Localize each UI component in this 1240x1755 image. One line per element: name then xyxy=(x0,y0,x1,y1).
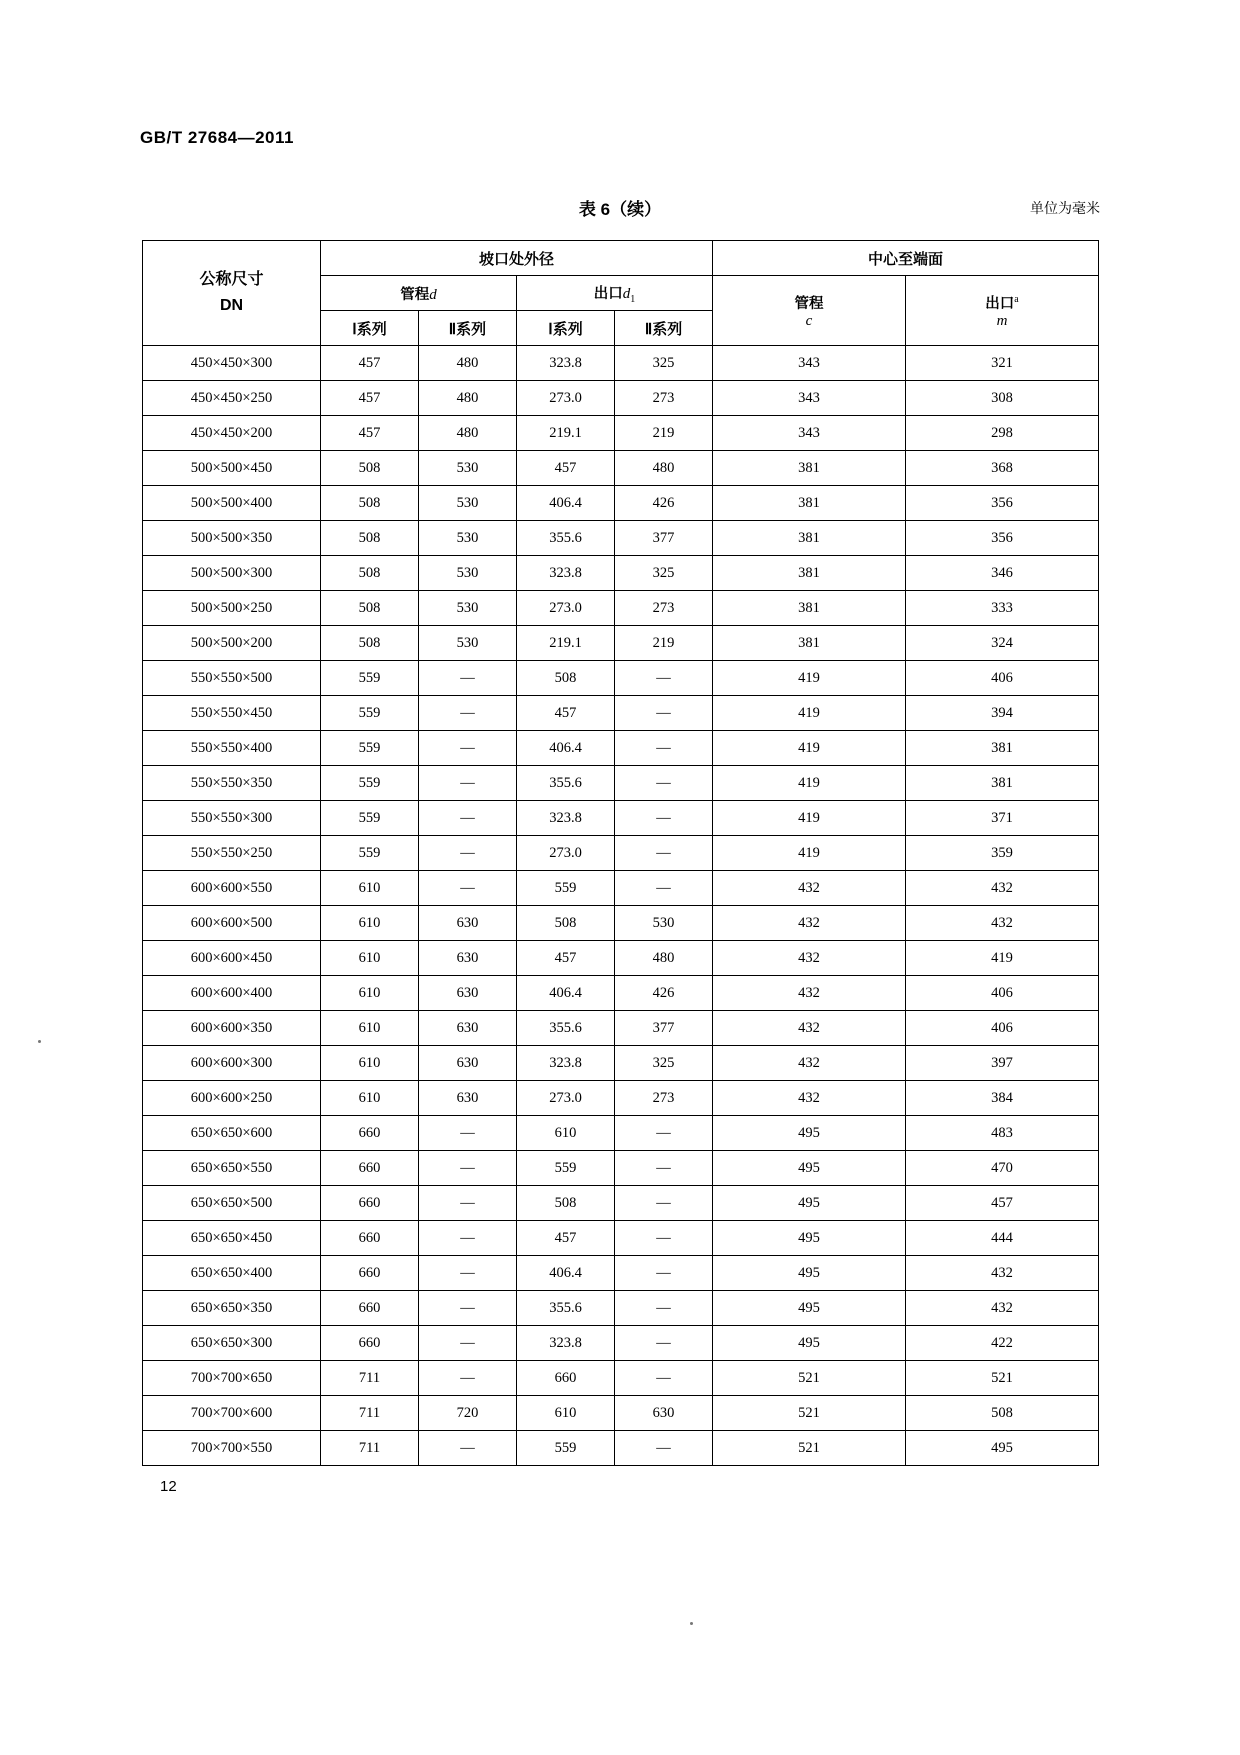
table-row xyxy=(143,801,1099,836)
cell-dn: 550×550×250 xyxy=(143,836,321,871)
cell-value: — xyxy=(615,836,713,871)
cell-value: — xyxy=(419,661,517,696)
cell-value: 444 xyxy=(906,1221,1099,1256)
cell-value: 508 xyxy=(321,556,419,591)
cell-value: 356 xyxy=(906,521,1099,556)
header-cte-run-label: 管程 xyxy=(794,295,824,312)
cell-value: 298 xyxy=(906,416,1099,451)
header-dn xyxy=(143,241,321,346)
cell-value: 630 xyxy=(615,1396,713,1431)
cell-value: 660 xyxy=(321,1151,419,1186)
table-row xyxy=(143,906,1099,941)
cell-value: 273 xyxy=(615,381,713,416)
cell-value: 660 xyxy=(321,1326,419,1361)
cell-value: — xyxy=(419,696,517,731)
cell-dn: 600×600×400 xyxy=(143,976,321,1011)
cell-value: 508 xyxy=(517,661,615,696)
cell-value: 419 xyxy=(713,661,906,696)
cell-dn: 650×650×300 xyxy=(143,1326,321,1361)
header-bevel-outlet-subscript: 1 xyxy=(630,293,636,305)
cell-value: — xyxy=(419,1186,517,1221)
cell-value: 508 xyxy=(906,1396,1099,1431)
cell-dn: 500×500×400 xyxy=(143,486,321,521)
cell-value: 377 xyxy=(615,1011,713,1046)
table-row xyxy=(143,626,1099,661)
cell-value: 610 xyxy=(321,906,419,941)
cell-value: 381 xyxy=(713,591,906,626)
cell-value: 422 xyxy=(906,1326,1099,1361)
cell-value: 321 xyxy=(906,346,1099,381)
cell-dn: 600×600×500 xyxy=(143,906,321,941)
cell-value: 325 xyxy=(615,1046,713,1081)
cell-value: 711 xyxy=(321,1431,419,1466)
header-cte-outlet-line xyxy=(906,292,1098,313)
cell-value: 495 xyxy=(713,1291,906,1326)
cell-value: 323.8 xyxy=(517,346,615,381)
cell-value: 610 xyxy=(517,1116,615,1151)
cell-value: 343 xyxy=(713,346,906,381)
header-bevel-outlet-symbol: d xyxy=(622,285,631,302)
table-row xyxy=(143,976,1099,1011)
cell-value: 359 xyxy=(906,836,1099,871)
cell-value: — xyxy=(419,1291,517,1326)
cell-value: 559 xyxy=(321,836,419,871)
cell-value: 406 xyxy=(906,661,1099,696)
cell-value: — xyxy=(615,1116,713,1151)
cell-value: — xyxy=(419,1431,517,1466)
cell-value: — xyxy=(419,1256,517,1291)
header-cte-outlet xyxy=(906,276,1099,346)
table-row xyxy=(143,451,1099,486)
cell-value: 457 xyxy=(906,1186,1099,1221)
cell-value: 508 xyxy=(321,626,419,661)
table-row xyxy=(143,591,1099,626)
cell-dn: 550×550×350 xyxy=(143,766,321,801)
cell-value: 432 xyxy=(906,1256,1099,1291)
cell-value: 480 xyxy=(615,451,713,486)
cell-value: 530 xyxy=(615,906,713,941)
table-body xyxy=(143,346,1099,1466)
cell-value: 630 xyxy=(419,1046,517,1081)
cell-value: 521 xyxy=(906,1361,1099,1396)
cell-value: — xyxy=(615,1221,713,1256)
cell-value: — xyxy=(419,731,517,766)
dimension-table xyxy=(142,240,1099,1466)
table-caption: 表 6（续） xyxy=(578,200,662,219)
header-run-series-2: Ⅱ系列 xyxy=(419,311,517,346)
unit-note: 单位为毫米 xyxy=(1030,200,1100,216)
table-row xyxy=(143,1186,1099,1221)
cell-value: 660 xyxy=(321,1221,419,1256)
cell-value: 660 xyxy=(517,1361,615,1396)
stray-mark-left xyxy=(38,1040,41,1043)
cell-value: 432 xyxy=(713,941,906,976)
cell-value: 432 xyxy=(906,1291,1099,1326)
page-number: 12 xyxy=(160,1478,177,1495)
header-bevel-run-label: 管程 xyxy=(400,286,430,303)
cell-value: 406.4 xyxy=(517,731,615,766)
cell-value: 355.6 xyxy=(517,1011,615,1046)
cell-value: 508 xyxy=(321,591,419,626)
cell-value: 470 xyxy=(906,1151,1099,1186)
cell-dn: 650×650×550 xyxy=(143,1151,321,1186)
cell-value: 325 xyxy=(615,556,713,591)
header-dn-label: 公称尺寸 DN xyxy=(199,271,264,314)
cell-value: 381 xyxy=(713,521,906,556)
table-row xyxy=(143,1256,1099,1291)
cell-value: 426 xyxy=(615,976,713,1011)
cell-value: 324 xyxy=(906,626,1099,661)
cell-value: 495 xyxy=(713,1221,906,1256)
cell-value: 273 xyxy=(615,591,713,626)
cell-value: 711 xyxy=(321,1396,419,1431)
cell-value: — xyxy=(615,1256,713,1291)
cell-value: 457 xyxy=(321,381,419,416)
cell-value: 432 xyxy=(713,1011,906,1046)
cell-value: 325 xyxy=(615,346,713,381)
cell-value: 559 xyxy=(321,661,419,696)
cell-value: 371 xyxy=(906,801,1099,836)
cell-value: 530 xyxy=(419,486,517,521)
cell-value: 495 xyxy=(906,1431,1099,1466)
cell-value: 397 xyxy=(906,1046,1099,1081)
cell-value: 495 xyxy=(713,1151,906,1186)
cell-value: 508 xyxy=(321,451,419,486)
cell-dn: 550×550×450 xyxy=(143,696,321,731)
cell-dn: 700×700×650 xyxy=(143,1361,321,1396)
cell-value: 419 xyxy=(713,801,906,836)
cell-value: — xyxy=(419,836,517,871)
header-bevel-outlet-label: 出口 xyxy=(593,285,623,302)
cell-value: — xyxy=(615,731,713,766)
header-row-1 xyxy=(143,241,1099,276)
cell-value: — xyxy=(615,696,713,731)
table-row xyxy=(143,1011,1099,1046)
cell-value: 480 xyxy=(419,346,517,381)
cell-value: 381 xyxy=(713,626,906,661)
header-cte-run-symbol: c xyxy=(805,312,813,329)
cell-value: 273.0 xyxy=(517,1081,615,1116)
cell-value: — xyxy=(419,766,517,801)
table-row xyxy=(143,416,1099,451)
cell-dn: 600×600×550 xyxy=(143,871,321,906)
cell-value: 419 xyxy=(713,766,906,801)
header-cte-outlet-label: 出口 xyxy=(985,295,1015,312)
table-row xyxy=(143,1151,1099,1186)
cell-value: — xyxy=(419,1151,517,1186)
cell-value: 720 xyxy=(419,1396,517,1431)
header-cte-outlet-symbol: m xyxy=(996,312,1008,329)
header-cte-outlet-footnote: a xyxy=(1014,293,1019,305)
cell-value: 381 xyxy=(906,731,1099,766)
table-row xyxy=(143,1116,1099,1151)
cell-value: 480 xyxy=(419,381,517,416)
cell-dn: 650×650×350 xyxy=(143,1291,321,1326)
header-bevel-run-symbol: d xyxy=(429,286,437,303)
cell-value: 559 xyxy=(517,1431,615,1466)
cell-value: 356 xyxy=(906,486,1099,521)
table-row xyxy=(143,381,1099,416)
cell-value: — xyxy=(615,1431,713,1466)
cell-value: 610 xyxy=(321,1011,419,1046)
cell-value: — xyxy=(615,1151,713,1186)
cell-value: 406 xyxy=(906,1011,1099,1046)
cell-dn: 450×450×250 xyxy=(143,381,321,416)
cell-value: 495 xyxy=(713,1186,906,1221)
cell-value: 521 xyxy=(713,1396,906,1431)
cell-value: 660 xyxy=(321,1291,419,1326)
cell-value: 610 xyxy=(321,1081,419,1116)
cell-value: 610 xyxy=(321,976,419,1011)
cell-value: 495 xyxy=(713,1326,906,1361)
header-outlet-series-1: Ⅰ系列 xyxy=(517,311,615,346)
cell-value: 343 xyxy=(713,416,906,451)
cell-value: 660 xyxy=(321,1116,419,1151)
cell-value: 219 xyxy=(615,416,713,451)
cell-value: 323.8 xyxy=(517,801,615,836)
cell-value: 419 xyxy=(713,696,906,731)
cell-value: 219.1 xyxy=(517,626,615,661)
cell-value: 273.0 xyxy=(517,836,615,871)
table-row xyxy=(143,941,1099,976)
cell-value: 508 xyxy=(321,486,419,521)
cell-value: 711 xyxy=(321,1361,419,1396)
cell-value: 323.8 xyxy=(517,556,615,591)
cell-value: 432 xyxy=(906,871,1099,906)
cell-value: 530 xyxy=(419,626,517,661)
cell-value: 381 xyxy=(713,486,906,521)
cell-value: 480 xyxy=(615,941,713,976)
cell-value: 530 xyxy=(419,451,517,486)
stray-mark-bottom xyxy=(690,1622,693,1625)
cell-value: — xyxy=(419,1326,517,1361)
cell-value: 432 xyxy=(713,871,906,906)
cell-value: 559 xyxy=(321,766,419,801)
standard-code: GB/T 27684—2011 xyxy=(140,128,294,147)
cell-value: 381 xyxy=(713,451,906,486)
cell-value: 355.6 xyxy=(517,766,615,801)
cell-value: 660 xyxy=(321,1256,419,1291)
table-row xyxy=(143,1396,1099,1431)
cell-value: 406.4 xyxy=(517,1256,615,1291)
cell-value: — xyxy=(615,661,713,696)
cell-value: 384 xyxy=(906,1081,1099,1116)
cell-value: 508 xyxy=(517,1186,615,1221)
cell-dn: 650×650×400 xyxy=(143,1256,321,1291)
table-row xyxy=(143,346,1099,381)
cell-value: 406 xyxy=(906,976,1099,1011)
cell-value: 308 xyxy=(906,381,1099,416)
cell-value: 355.6 xyxy=(517,1291,615,1326)
table-row xyxy=(143,1046,1099,1081)
cell-value: 630 xyxy=(419,976,517,1011)
cell-value: 432 xyxy=(713,1081,906,1116)
cell-value: 381 xyxy=(906,766,1099,801)
table-row xyxy=(143,1431,1099,1466)
cell-value: 419 xyxy=(713,731,906,766)
cell-value: 426 xyxy=(615,486,713,521)
cell-value: — xyxy=(615,801,713,836)
cell-value: 630 xyxy=(419,1011,517,1046)
cell-value: 457 xyxy=(517,696,615,731)
cell-value: 419 xyxy=(906,941,1099,976)
cell-value: 495 xyxy=(713,1116,906,1151)
table-row xyxy=(143,1081,1099,1116)
cell-value: 559 xyxy=(517,871,615,906)
cell-dn: 600×600×300 xyxy=(143,1046,321,1081)
cell-value: — xyxy=(615,1186,713,1221)
cell-value: 457 xyxy=(321,346,419,381)
cell-value: 273.0 xyxy=(517,591,615,626)
cell-value: 368 xyxy=(906,451,1099,486)
cell-value: 457 xyxy=(321,416,419,451)
cell-value: 610 xyxy=(517,1396,615,1431)
cell-value: — xyxy=(419,1116,517,1151)
cell-dn: 550×550×300 xyxy=(143,801,321,836)
cell-value: 219 xyxy=(615,626,713,661)
cell-dn: 500×500×250 xyxy=(143,591,321,626)
cell-value: — xyxy=(615,1361,713,1396)
cell-value: 521 xyxy=(713,1361,906,1396)
cell-value: 406.4 xyxy=(517,486,615,521)
cell-value: 273 xyxy=(615,1081,713,1116)
cell-value: 559 xyxy=(321,801,419,836)
cell-value: 559 xyxy=(517,1151,615,1186)
cell-value: — xyxy=(419,1361,517,1396)
cell-value: — xyxy=(419,871,517,906)
table-row xyxy=(143,836,1099,871)
cell-value: 530 xyxy=(419,591,517,626)
cell-value: 346 xyxy=(906,556,1099,591)
cell-value: 333 xyxy=(906,591,1099,626)
cell-value: 219.1 xyxy=(517,416,615,451)
cell-value: 559 xyxy=(321,731,419,766)
cell-value: 432 xyxy=(713,906,906,941)
cell-dn: 450×450×200 xyxy=(143,416,321,451)
cell-value: 508 xyxy=(321,521,419,556)
table-row xyxy=(143,1326,1099,1361)
cell-value: 419 xyxy=(713,836,906,871)
cell-value: 521 xyxy=(713,1431,906,1466)
cell-value: 323.8 xyxy=(517,1326,615,1361)
table-row xyxy=(143,661,1099,696)
header-bevel-outlet xyxy=(517,276,713,311)
cell-value: 432 xyxy=(713,1046,906,1081)
cell-value: 432 xyxy=(713,976,906,1011)
cell-value: 381 xyxy=(713,556,906,591)
cell-dn: 650×650×500 xyxy=(143,1186,321,1221)
header-run-series-1: Ⅰ系列 xyxy=(321,311,419,346)
cell-value: — xyxy=(615,766,713,801)
cell-value: 457 xyxy=(517,1221,615,1256)
header-bevel-run xyxy=(321,276,517,311)
cell-value: 630 xyxy=(419,906,517,941)
cell-value: 508 xyxy=(517,906,615,941)
table-row xyxy=(143,766,1099,801)
table-row xyxy=(143,696,1099,731)
table-row xyxy=(143,731,1099,766)
cell-value: 660 xyxy=(321,1186,419,1221)
cell-dn: 650×650×450 xyxy=(143,1221,321,1256)
cell-value: 483 xyxy=(906,1116,1099,1151)
cell-value: 495 xyxy=(713,1256,906,1291)
cell-value: 355.6 xyxy=(517,521,615,556)
cell-dn: 500×500×450 xyxy=(143,451,321,486)
cell-value: 480 xyxy=(419,416,517,451)
cell-dn: 600×600×450 xyxy=(143,941,321,976)
cell-dn: 450×450×300 xyxy=(143,346,321,381)
cell-value: 343 xyxy=(713,381,906,416)
cell-dn: 700×700×600 xyxy=(143,1396,321,1431)
cell-dn: 500×500×300 xyxy=(143,556,321,591)
cell-value: — xyxy=(615,871,713,906)
cell-value: 559 xyxy=(321,696,419,731)
cell-dn: 550×550×500 xyxy=(143,661,321,696)
cell-value: 457 xyxy=(517,941,615,976)
table-row xyxy=(143,556,1099,591)
cell-value: 273.0 xyxy=(517,381,615,416)
cell-dn: 500×500×200 xyxy=(143,626,321,661)
table-row xyxy=(143,1291,1099,1326)
table-header xyxy=(143,241,1099,346)
header-cte-run xyxy=(713,276,906,346)
cell-dn: 550×550×400 xyxy=(143,731,321,766)
cell-value: — xyxy=(419,801,517,836)
cell-value: 610 xyxy=(321,941,419,976)
cell-value: — xyxy=(615,1326,713,1361)
table-row xyxy=(143,1361,1099,1396)
cell-dn: 600×600×350 xyxy=(143,1011,321,1046)
cell-value: 530 xyxy=(419,556,517,591)
cell-dn: 500×500×350 xyxy=(143,521,321,556)
cell-value: 406.4 xyxy=(517,976,615,1011)
cell-value: 610 xyxy=(321,1046,419,1081)
cell-value: 323.8 xyxy=(517,1046,615,1081)
cell-dn: 700×700×550 xyxy=(143,1431,321,1466)
table-row xyxy=(143,486,1099,521)
table-row xyxy=(143,871,1099,906)
cell-value: 394 xyxy=(906,696,1099,731)
header-center-to-end: 中心至端面 xyxy=(713,241,1099,276)
cell-value: — xyxy=(615,1291,713,1326)
table-row xyxy=(143,521,1099,556)
cell-value: 630 xyxy=(419,1081,517,1116)
header-bevel-od: 坡口处外径 xyxy=(321,241,713,276)
header-outlet-series-2: Ⅱ系列 xyxy=(615,311,713,346)
cell-value: 610 xyxy=(321,871,419,906)
cell-value: 630 xyxy=(419,941,517,976)
table-row xyxy=(143,1221,1099,1256)
cell-value: 530 xyxy=(419,521,517,556)
cell-value: 432 xyxy=(906,906,1099,941)
cell-dn: 650×650×600 xyxy=(143,1116,321,1151)
cell-dn: 600×600×250 xyxy=(143,1081,321,1116)
cell-value: 377 xyxy=(615,521,713,556)
cell-value: 457 xyxy=(517,451,615,486)
cell-value: — xyxy=(419,1221,517,1256)
